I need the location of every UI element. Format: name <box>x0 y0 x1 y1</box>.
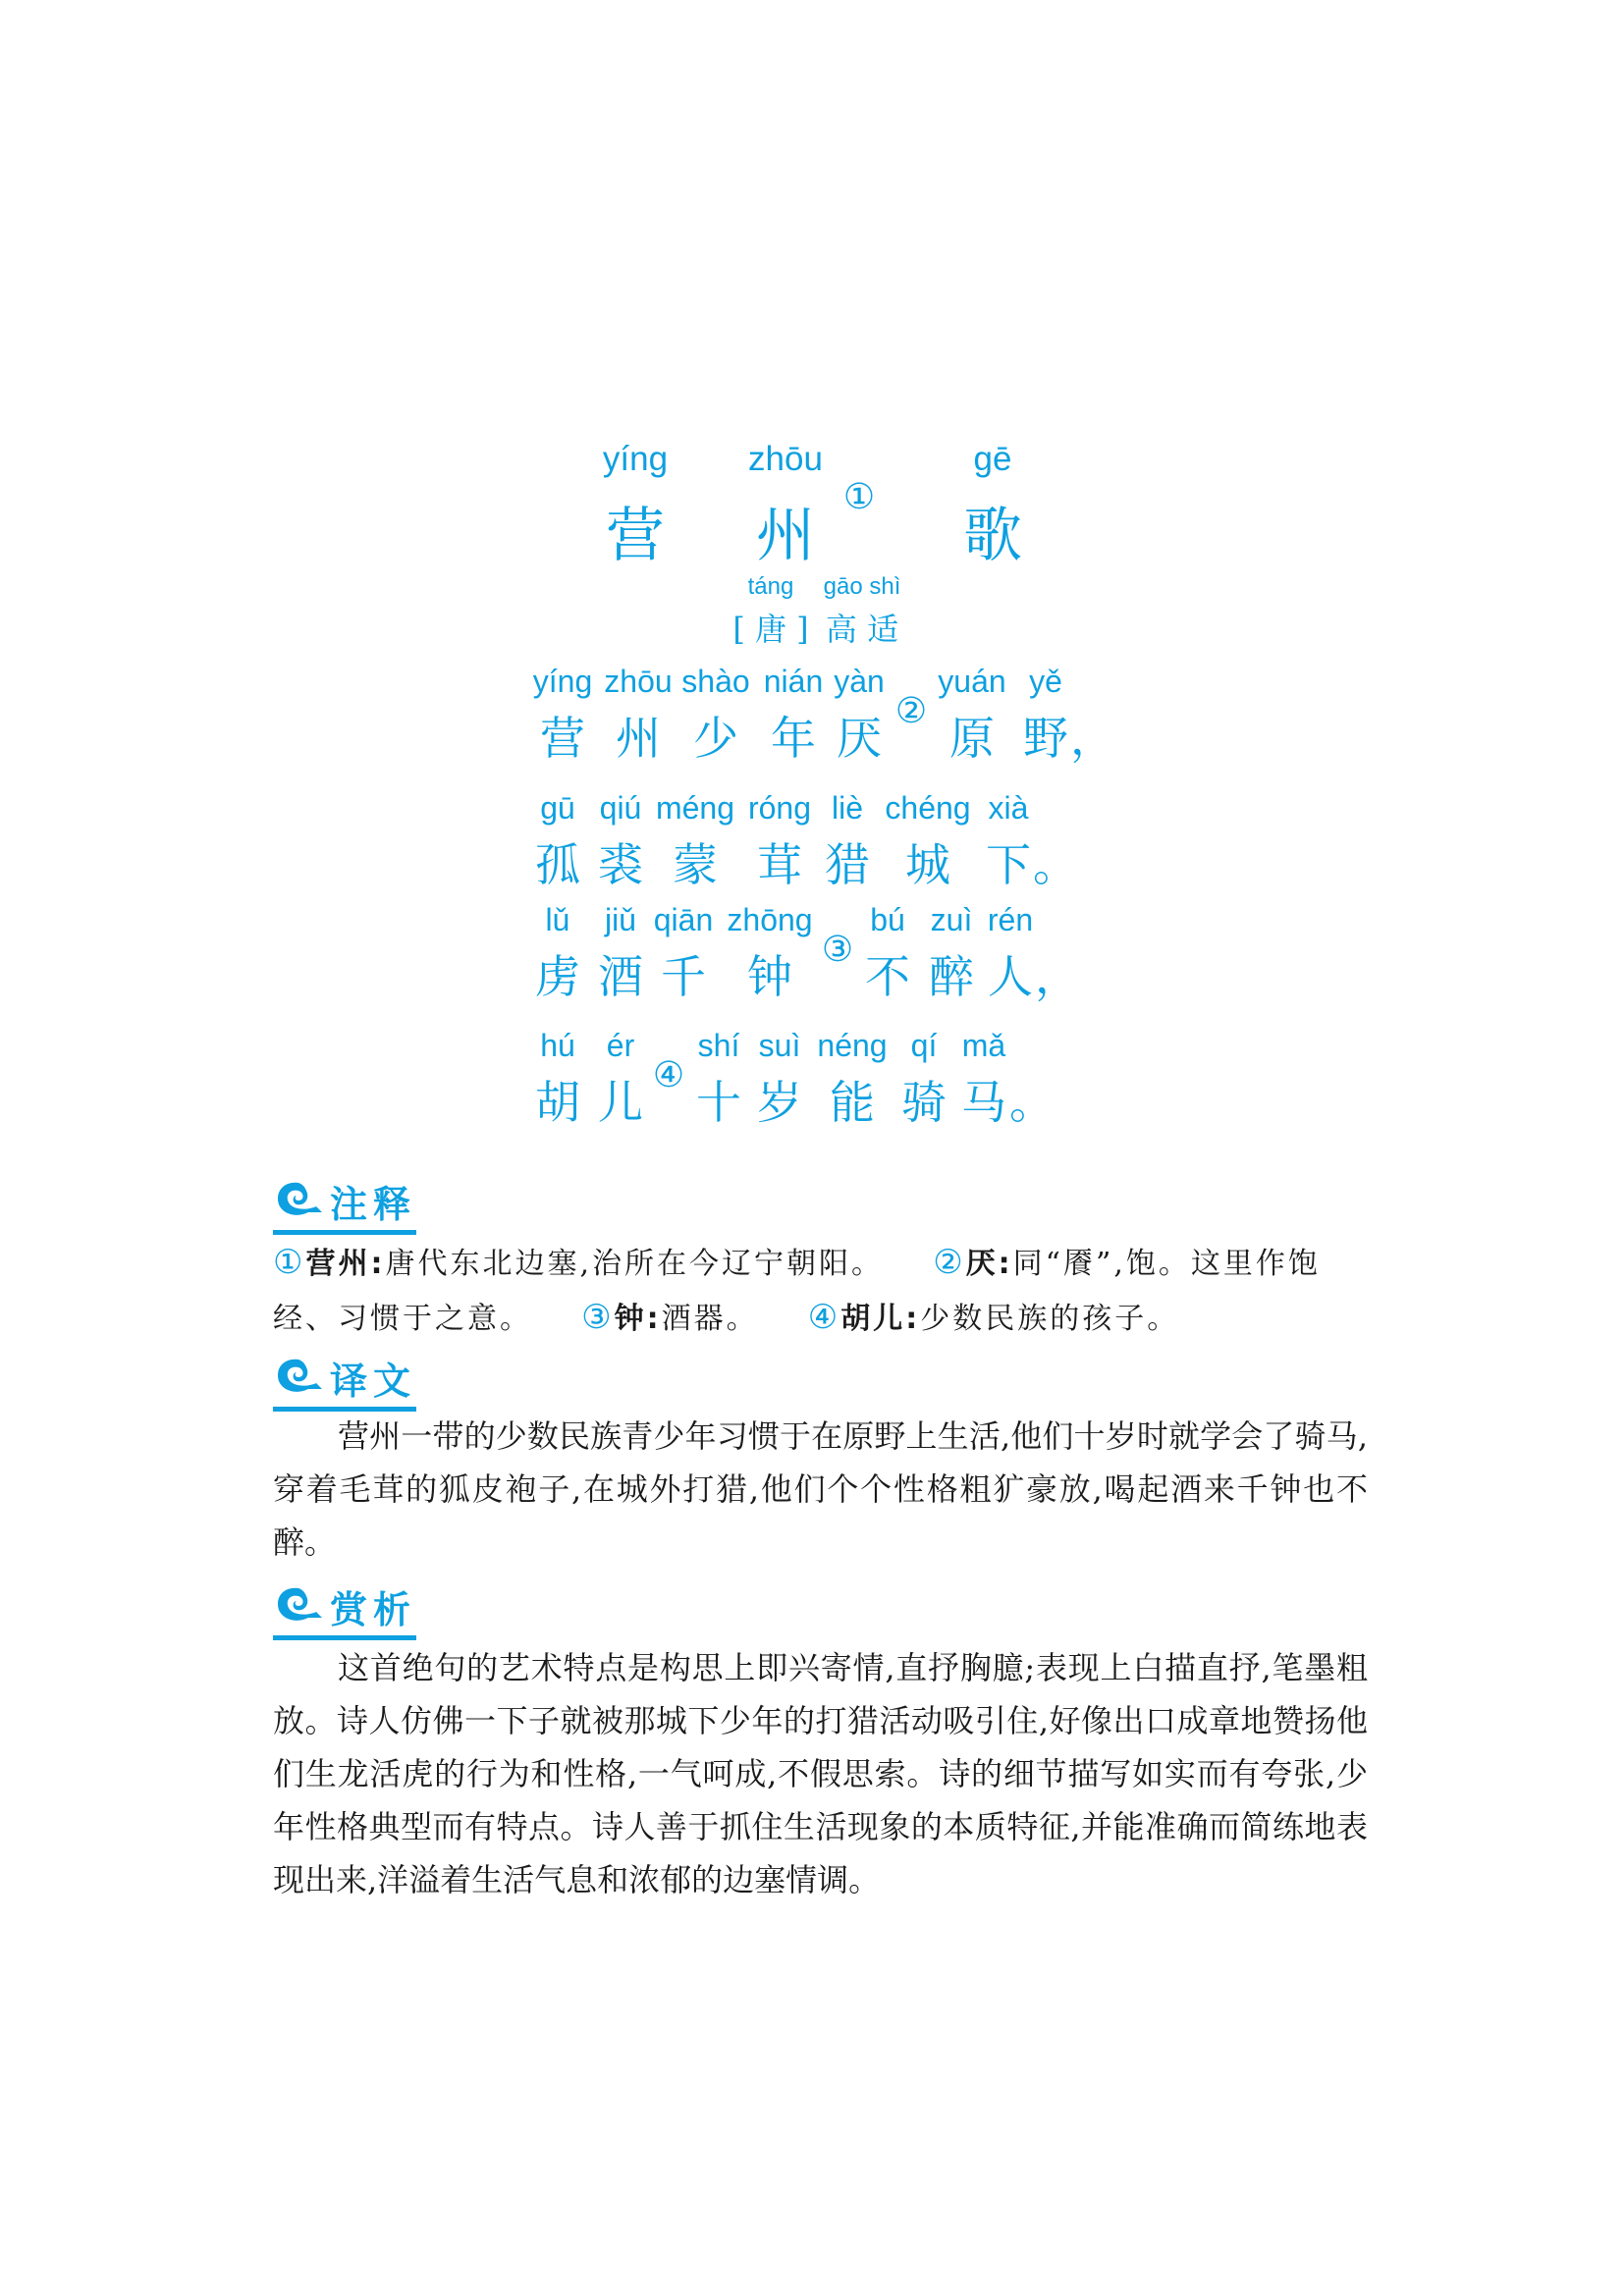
pinyin: shí <box>697 1028 740 1063</box>
note-text: 同“餍”,饱。这里作饱经、习惯于之意。 <box>273 1247 1321 1336</box>
pinyin: qí <box>910 1028 938 1063</box>
notes-body <box>273 1236 1368 1346</box>
pinyin: yíng <box>532 664 593 699</box>
poem-character: 千 <box>661 950 706 1003</box>
poem-character: 年 <box>771 712 816 765</box>
title-pinyin: yíng <box>602 440 669 478</box>
pinyin: gū <box>540 790 575 826</box>
pinyin: suì <box>758 1028 801 1063</box>
note-text: 唐代东北边塞,治所在今辽宁朝阳。 <box>385 1247 885 1281</box>
poem-character: 儿 <box>598 1076 643 1129</box>
poem-character: 少 <box>693 712 738 765</box>
note-text: 酒器。 <box>661 1302 759 1336</box>
punctuation: ， <box>1070 712 1115 765</box>
pinyin: méng <box>655 790 735 826</box>
note-sep: : <box>905 1302 921 1336</box>
punctuation: 。 <box>1033 838 1078 891</box>
punctuation: ， <box>1035 950 1080 1003</box>
pinyin: liè <box>831 790 864 826</box>
poem-character: 十 <box>696 1076 741 1129</box>
poem-character: 裘 <box>598 838 643 891</box>
poem-character: 城 <box>905 838 950 891</box>
note-term: 钟 <box>614 1302 647 1336</box>
translation-text: 营州一带的少数民族青少年习惯于在原野上生活,他们十岁时就学会了骑马,穿着毛茸的狐皮袍子,在城外打猎,他们个个性格粗犷豪放,喝起酒来千钟也不醉。 <box>273 1417 1368 1561</box>
poem-character: 下 <box>986 838 1031 891</box>
translation-heading <box>273 1351 416 1412</box>
pinyin: yě <box>1029 664 1062 699</box>
note-number: ④ <box>807 1298 841 1337</box>
poem-character: 酒 <box>598 950 643 1003</box>
pinyin: róng <box>747 790 812 826</box>
pinyin: nián <box>763 664 824 699</box>
poem-character: 厌 <box>837 712 882 765</box>
note-3 <box>581 1298 759 1337</box>
appreciation-text: 这首绝句的艺术特点是构思上即兴寄情,直抒胸臆;表现上白描直抒,笔墨粗放。诗人仿佛一下子就被那城下少年的打猎活动吸引住,好像出口成章地赞扬他们生龙活虎的行为和性格,一气呵成,不假思索。诗的细节描写如实而有夸张,少年性格典型而有特点。诗人善于抓住生活现象的本质特征,并能准确而简练地表现出来,洋溢着生活气息和浓郁的边塞情调。 <box>273 1649 1368 1898</box>
notes-heading <box>273 1174 416 1235</box>
title-pinyin: gē <box>973 440 1012 478</box>
pinyin: yàn <box>834 664 885 699</box>
appreciation-title: 赏析 <box>330 1588 417 1631</box>
note-term: 胡儿 <box>840 1302 906 1336</box>
footnote-marker: ③ <box>821 930 854 970</box>
pinyin: yuán <box>938 664 1006 699</box>
pinyin: chéng <box>885 790 971 826</box>
note-term: 营州 <box>305 1247 371 1281</box>
pinyin: lǔ <box>545 902 570 937</box>
note-number: ① <box>273 1243 306 1282</box>
appreciation-heading <box>273 1579 416 1640</box>
note-number: ② <box>933 1243 966 1282</box>
poem-character: 营 <box>540 712 585 765</box>
title-character: 营 <box>606 502 665 570</box>
pinyin: hú <box>540 1028 575 1063</box>
poem-character: 醉 <box>929 950 974 1003</box>
poem-character: 原 <box>949 712 995 765</box>
title-pinyin: zhōu <box>748 440 823 478</box>
title-character: 州 <box>756 502 815 570</box>
author-dynasty-pinyin: táng <box>747 573 794 600</box>
poem-character: 钟 <box>747 950 792 1003</box>
note-sep: : <box>370 1247 386 1281</box>
cloud-swirl-icon <box>273 1584 324 1629</box>
pinyin: qiú <box>599 790 642 826</box>
notes-title: 注释 <box>330 1183 417 1226</box>
poem-character: 孤 <box>535 838 580 891</box>
pinyin: mǎ <box>961 1028 1006 1063</box>
footnote-marker: ① <box>842 477 876 517</box>
poem-character: 猎 <box>825 838 870 891</box>
pinyin: bú <box>870 902 905 937</box>
poem-character: 骑 <box>901 1076 947 1129</box>
pinyin: qiān <box>653 902 714 937</box>
poem-character: 虏 <box>535 950 580 1003</box>
note-term: 厌 <box>965 1247 999 1281</box>
author-name-pinyin: gāo shì <box>823 573 901 600</box>
title-character: 歌 <box>963 502 1022 570</box>
translation-title: 译文 <box>330 1360 417 1403</box>
footnote-marker: ② <box>894 691 928 731</box>
cloud-swirl-icon <box>273 1179 324 1224</box>
note-text: 少数民族的孩子。 <box>920 1302 1180 1336</box>
poem-character: 胡 <box>535 1076 580 1129</box>
poem-character: 不 <box>865 950 910 1003</box>
poem-character: 人 <box>988 950 1033 1003</box>
note-number: ③ <box>581 1298 615 1337</box>
pinyin: néng <box>817 1028 888 1063</box>
pinyin: zhōu <box>604 664 673 699</box>
cloud-swirl-icon <box>273 1356 324 1401</box>
pinyin: xià <box>988 790 1029 826</box>
poem-character: 马 <box>961 1076 1006 1129</box>
poem-character: 岁 <box>757 1076 802 1129</box>
poem-character: 州 <box>616 712 661 765</box>
poem-character: 蒙 <box>673 838 718 891</box>
pinyin: rén <box>987 902 1034 937</box>
note-sep: : <box>646 1302 662 1336</box>
footnote-marker: ④ <box>652 1055 685 1095</box>
poem-character: 野 <box>1023 712 1068 765</box>
pinyin: shào <box>681 664 750 699</box>
poem-character: 茸 <box>757 838 802 891</box>
punctuation: 。 <box>1009 1076 1055 1129</box>
poem-character: 能 <box>830 1076 875 1129</box>
note-4 <box>807 1298 1180 1337</box>
pinyin: zuì <box>930 902 973 937</box>
note-sep: : <box>998 1247 1013 1281</box>
pinyin: ér <box>606 1028 635 1063</box>
pinyin: jiǔ <box>604 902 637 937</box>
note-1 <box>273 1243 885 1282</box>
author-dynasty: [ 唐 ] <box>732 611 809 648</box>
author-name: 高 适 <box>825 611 899 648</box>
pinyin: zhōng <box>727 902 813 937</box>
